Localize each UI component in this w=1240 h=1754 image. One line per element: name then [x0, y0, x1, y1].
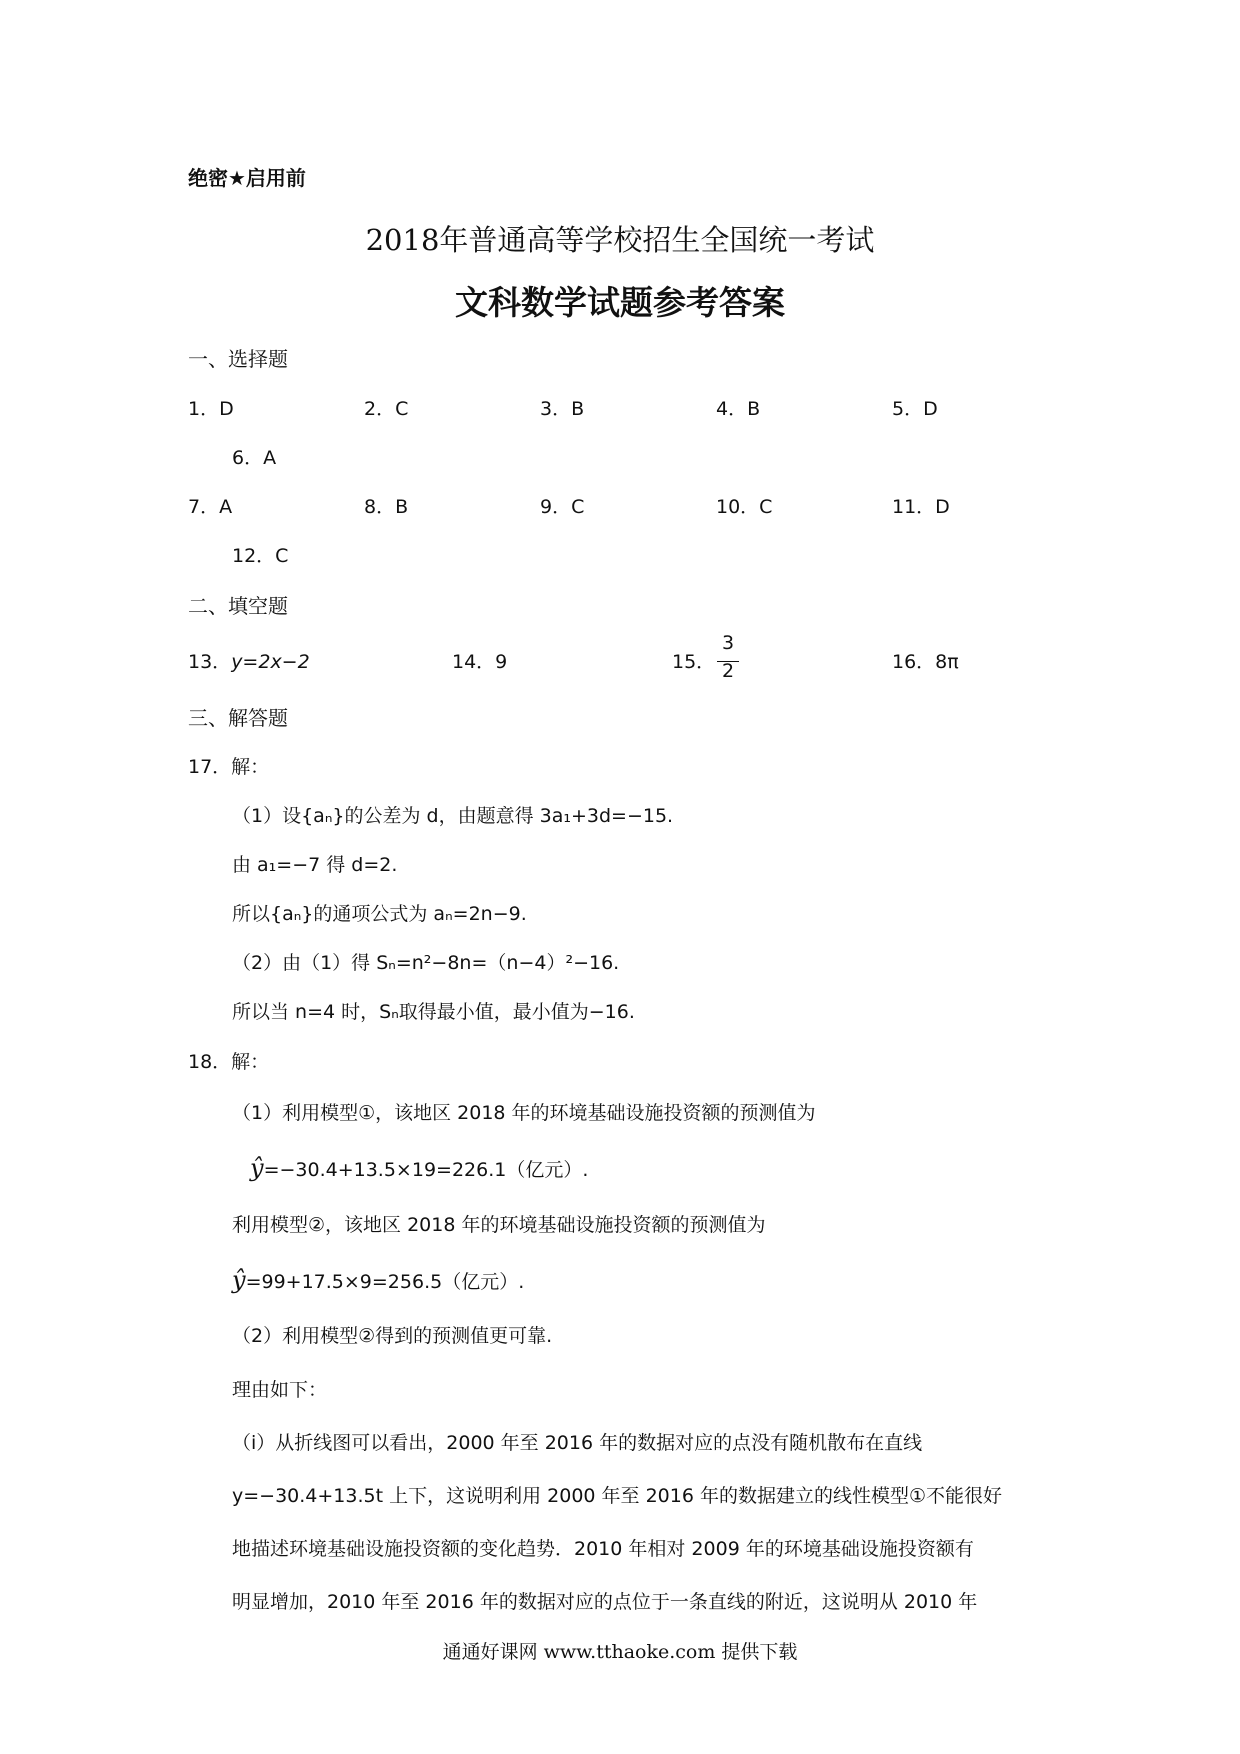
- footer-source: 通通好课网 www.tthaoke.com 提供下载: [442, 1641, 798, 1663]
- answer-12: 12．C: [232, 545, 289, 567]
- answer-9: 9．C: [540, 496, 585, 518]
- q18-line-2: ŷ=−30.4+13.5×19=226.1（亿元）.: [250, 1154, 589, 1182]
- y-hat-symbol: ŷ: [232, 1266, 246, 1294]
- q17-line-2: 由 a₁=−7 得 d=2.: [232, 854, 398, 876]
- section-heading-fill: 二、填空题: [188, 594, 288, 618]
- q17-line-3: 所以{aₙ}的通项公式为 aₙ=2n−9.: [232, 903, 527, 925]
- fraction-numerator: 3: [721, 632, 735, 654]
- answer-4: 4．B: [716, 398, 761, 420]
- answer-10: 10．C: [716, 496, 773, 518]
- q18-line-8: y=−30.4+13.5t 上下，这说明利用 2000 年至 2016 年的数据建立的线性模型①不能很好: [232, 1485, 1003, 1507]
- section-heading-solutions: 三、解答题: [188, 706, 288, 730]
- q18-line-6: 理由如下：: [232, 1379, 328, 1401]
- q17-label: 17．解：: [188, 756, 270, 778]
- answer-13-value: y=2x−2: [231, 651, 310, 673]
- q18-line-5: （2）利用模型②得到的预测值更可靠.: [232, 1325, 553, 1347]
- answer-13: [188, 647, 310, 674]
- answer-8: 8．B: [364, 496, 409, 518]
- answer-3: 3．B: [540, 398, 585, 420]
- q17-line-1: （1）设{aₙ}的公差为 d，由题意得 3a₁+3d=−15.: [232, 805, 674, 827]
- exam-subtitle: 文科数学试题参考答案: [455, 283, 785, 322]
- answer-14: 14．9: [452, 651, 508, 673]
- answer-15-fraction: [717, 632, 739, 682]
- answer-5: 5．D: [892, 398, 938, 420]
- q18-line-9: 地描述环境基础设施投资额的变化趋势．2010 年相对 2009 年的环境基础设施投资额有: [232, 1538, 974, 1560]
- q17-line-4: （2）由（1）得 Sₙ=n²−8n=（n−4）²−16.: [232, 952, 620, 974]
- q18-line-4: ŷ=99+17.5×9=256.5（亿元）.: [232, 1266, 525, 1294]
- answer-1: 1．D: [188, 398, 234, 420]
- answer-16: 16．8π: [892, 651, 959, 673]
- q17-line-5: 所以当 n=4 时，Sₙ取得最小值，最小值为−16.: [232, 1001, 635, 1023]
- section-heading-choice: 一、选择题: [188, 347, 288, 371]
- q18-line-1: （1）利用模型①，该地区 2018 年的环境基础设施投资额的预测值为: [232, 1102, 816, 1124]
- answer-6: 6．A: [232, 447, 277, 469]
- q18-label: 18．解：: [188, 1051, 270, 1073]
- exam-title: 2018年普通高等学校招生全国统一考试: [365, 223, 875, 257]
- y-hat-symbol: ŷ: [250, 1154, 264, 1182]
- q18-line-7: （i）从折线图可以看出，2000 年至 2016 年的数据对应的点没有随机散布在直线: [232, 1432, 923, 1454]
- answer-13-number: 13．: [188, 651, 232, 673]
- answer-7: 7．A: [188, 496, 233, 518]
- fraction-bar: [717, 661, 739, 662]
- answer-2: 2．C: [364, 398, 409, 420]
- answer-15-number: 15．: [672, 651, 716, 673]
- answer-11: 11．D: [892, 496, 950, 518]
- fraction-denominator: 2: [721, 660, 735, 682]
- confidential-label: 绝密★启用前: [188, 166, 306, 190]
- q18-line-10: 明显增加，2010 年至 2016 年的数据对应的点位于一条直线的附近，这说明从 2010 年: [232, 1591, 978, 1613]
- q18-line-3: 利用模型②，该地区 2018 年的环境基础设施投资额的预测值为: [232, 1214, 766, 1236]
